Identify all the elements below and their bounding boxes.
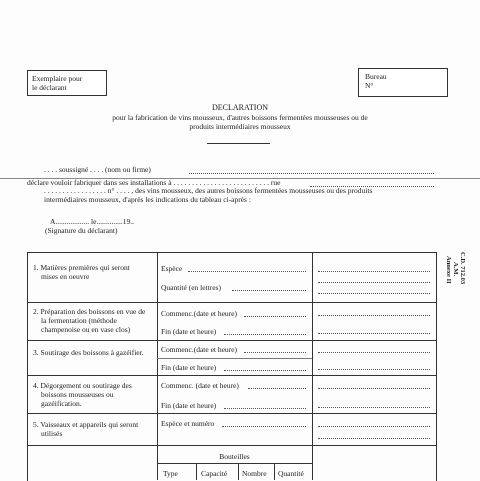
row2-right-dots-2: [318, 333, 430, 334]
signature-label: (Signature du déclarant): [45, 226, 118, 235]
declaration-line-4: intermédiaires mousseux, d'après les indications du tableau ci-après :: [44, 195, 251, 204]
row1-quantity-dots: [232, 290, 306, 291]
row4-field-end: Fin (date et heure): [161, 401, 217, 410]
bottles-header-divider: [157, 463, 312, 464]
row3-inner-divider: [157, 358, 312, 359]
row2-right-dots-1: [318, 315, 430, 316]
title-subline-2: produits intermédiaires mousseux: [189, 122, 291, 131]
row5-label-2: utilisés: [41, 429, 63, 438]
bottles-col-2: [238, 463, 239, 480]
row4-right-dots-1: [318, 388, 430, 389]
row3-right-dots-1: [318, 352, 430, 353]
bottles-header: Bouteilles: [219, 452, 250, 461]
row3-label-1: 3. Soutirage des boissons à gazéifier.: [33, 348, 144, 357]
row4-label-2: boissons mousseuses ou: [41, 390, 114, 399]
row1-field-quantity: Quantité (en lettres): [161, 283, 221, 292]
row4-label-1: 4. Dégorgement ou soutirage des: [33, 381, 132, 390]
row-divider-5: [27, 445, 436, 446]
row2-label-2: la fermentation (méthode: [41, 316, 117, 325]
row2-label-1: 2. Préparation des boissons en vue de: [33, 307, 146, 316]
declarant-name-dots: [189, 173, 434, 174]
row-divider-1: [27, 302, 436, 303]
row1-label-2: mises en oeuvre: [41, 272, 90, 281]
row3-end-dots: [224, 370, 306, 371]
row1-label-1: 1. Matières premières qui seront: [33, 263, 130, 272]
row1-right-dots-3: [318, 293, 430, 294]
row5-species-dots: [222, 426, 306, 427]
bottles-col-3: [274, 463, 275, 480]
bottles-capacity-label: Capacité: [201, 469, 228, 478]
row2-field-start: Commenc.(date et heure): [161, 309, 238, 318]
office-number-label: N°: [365, 81, 374, 90]
row3-field-end: Fin (date et heure): [161, 363, 217, 372]
row4-label-3: gazéification.: [41, 399, 82, 408]
declaration-table: [27, 252, 437, 481]
declarant-copy-box: [27, 70, 107, 96]
row-divider-4: [27, 413, 436, 414]
row-divider-3: [27, 375, 436, 376]
bottles-quantity-label: Quantité: [278, 469, 304, 478]
row5-field-species-number: Espèce et numéro: [161, 419, 215, 428]
date-place-line: A.................. le..............19..: [50, 217, 134, 226]
row2-field-end: Fin (date et heure): [161, 327, 217, 336]
row1-right-dots-1: [318, 271, 430, 272]
form-code-3: Annexe II: [445, 256, 452, 284]
declarant-copy-label-2: le déclarant: [32, 83, 67, 92]
row2-label-3: champenoise ou en vase clos): [41, 325, 131, 334]
bottles-type-label: Type: [163, 469, 178, 478]
declaration-line-3: . . . . . . . . . . . . . . . . . n° . . . . , des vins mousseux, des autres boissons fermentées mousseuses ou des produits: [44, 186, 373, 195]
row1-species-dots: [188, 271, 306, 272]
row3-right-dots-2: [318, 369, 430, 370]
row4-field-start: Commenc. (date et heure): [161, 381, 239, 390]
row1-field-species: Espèce: [161, 264, 183, 273]
form-code-1: C.D. 712.03: [459, 252, 466, 285]
row3-start-dots: [244, 352, 306, 353]
page-title: DECLARATION: [212, 103, 268, 112]
row1-right-dots-2: [318, 282, 430, 283]
title-subline-1: pour la fabrication de vins mousseux, d'autres boissons fermentées mousseuses ou de: [112, 113, 368, 122]
form-code-2: A.M.: [452, 262, 459, 277]
row4-end-dots: [224, 408, 306, 409]
row5-right-dots-1: [318, 426, 430, 427]
bottles-col-1: [196, 463, 197, 480]
row5-right-dots-2: [318, 438, 430, 439]
bottles-count-label: Nombre: [242, 469, 267, 478]
row2-end-dots: [224, 334, 306, 335]
office-label: Bureau: [365, 72, 387, 81]
row5-label-1: 5. Vaisseaux et appareils qui seront: [33, 420, 139, 429]
declarant-name-line: . . . . soussigné . . . . (nom ou firme): [44, 165, 151, 174]
row4-right-dots-2: [318, 407, 430, 408]
row3-field-start: Commenc.(date et heure): [161, 345, 238, 354]
declarant-copy-label-1: Exemplaire pour: [32, 74, 83, 83]
row-divider-2: [27, 340, 436, 341]
declaration-line-2: déclare vouloir fabriquer dans ses installations à . . . . . . . . . . . . . . . . . . . . . . . . . . rue: [27, 178, 281, 187]
title-underline: [207, 143, 270, 144]
row4-start-dots: [248, 388, 306, 389]
office-box: [358, 68, 448, 97]
row2-start-dots: [244, 316, 306, 317]
